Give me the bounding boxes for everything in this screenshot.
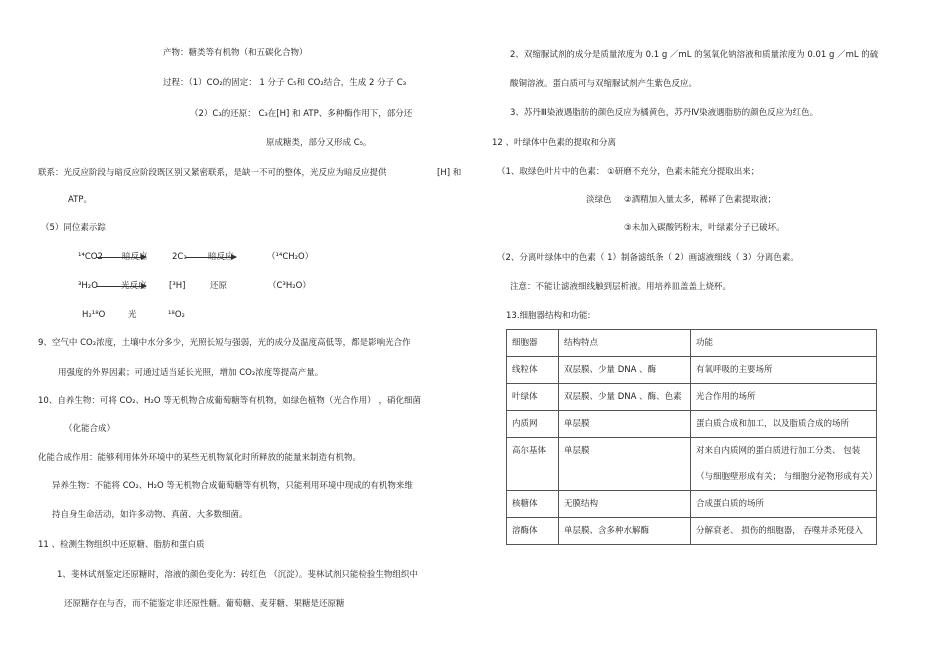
iso-label: ¹⁸O₂ [168, 310, 185, 320]
reaction-arrow [96, 286, 146, 287]
table-cell: 无膜结构 [559, 491, 691, 518]
reaction-arrow [186, 257, 236, 258]
table-cell: 对来自内质网的蛋白质进行加工分类、 包装（与细胞壁形成有关； 与细胞分泌物形成有关） [691, 438, 877, 491]
section-heading: （5）同位素示踪 [41, 223, 106, 233]
table-cell: 蛋白质合成和加工，以及脂质合成的场所 [691, 411, 877, 438]
text-line: 持自身生命活动，如许多动物、真菌、大多数细菌。 [52, 510, 248, 520]
table-cell: 合成蛋白质的场所 [691, 491, 877, 518]
iso-label: 光 [128, 310, 137, 320]
table-cell: 光合作用的场所 [691, 384, 877, 411]
text-line: 酸铜溶液。蛋白质可与双缩脲试剂产生紫色反应。 [510, 79, 698, 89]
text-line: 2、双缩脲试剂的成分是质量浓度为 0.1 g ／mL 的氢氧化钠溶液和质量浓度为 0.01 g ／mL 的硫 [510, 50, 879, 60]
text-line: 产物：糖类等有机物（和五碳化合物） [163, 48, 308, 58]
table-cell: 线粒体 [507, 357, 559, 384]
table-row [507, 491, 877, 518]
section-heading: 13.细胞器结构和功能: [506, 311, 591, 321]
table-header-cell: 细胞器 [507, 330, 559, 357]
text-line: ③未加入碳酸钙粉末，叶绿素分子已破坏。 [624, 223, 785, 233]
iso-label: ³H₂O [78, 281, 98, 291]
table-cell: 双层膜、少量 DNA 、酶、色素 [559, 384, 691, 411]
iso-label: H₂¹⁸O [82, 310, 106, 320]
iso-label: 还原 [210, 281, 228, 291]
text-line: （化能合成） [64, 424, 116, 434]
organelle-table [506, 329, 877, 545]
iso-label: 暗反应 [208, 252, 234, 262]
iso-label: （¹⁴CH₂O） [267, 252, 314, 262]
iso-label: ¹⁴CO2 [78, 252, 103, 262]
table-row [507, 384, 877, 411]
table-header-row [507, 330, 877, 357]
table-header-cell: 功能 [691, 330, 877, 357]
reaction-arrow [96, 257, 146, 258]
iso-label: 暗反应 [122, 252, 148, 262]
table-row [507, 438, 877, 491]
text-line: 原成糖类，部分又形成 C₅。 [266, 138, 372, 148]
table-cell: 单层膜 [559, 411, 691, 438]
text-line: 1、斐林试剂鉴定还原糖时，溶液的颜色变化为：砖红色 （沉淀）。斐林试剂只能检验生物组织中 [57, 570, 418, 580]
text-line: ATP。 [68, 195, 92, 205]
text-line: 异养生物：不能将 CO₂、H₂O 等无机物合成葡萄糖等有机物，只能利用环境中现成的有机物来维 [52, 481, 413, 491]
text-line: 淡绿色 [586, 195, 612, 205]
table-row [507, 518, 877, 545]
text-line: 还原糖存在与否，而不能鉴定非还原性糖。葡萄糖、麦芽糖、果糖是还原糖 [64, 599, 345, 609]
iso-label: 2C₃ [172, 252, 187, 262]
text-line: 联系：光反应阶段与暗反应阶段既区别又紧密联系，是缺一不可的整体，光反应为暗反应提供 [38, 168, 387, 178]
section-heading: 11 、检测生物组织中还原糖、脂肪和蛋白质 [38, 540, 205, 550]
table-cell: 单层膜 [559, 438, 691, 491]
table-cell: 双层膜、少量 DNA 、酶 [559, 357, 691, 384]
text-line: 3、苏丹Ⅲ染液遇脂肪的颜色反应为橘黄色，苏丹Ⅳ染液遇脂肪的颜色反应为红色。 [510, 108, 819, 118]
text-line: 9、空气中 CO₂浓度，土壤中水分多少，光照长短与强弱，光的成分及温度高低等，都是影响光合作 [38, 338, 411, 348]
table-cell: 内质网 [507, 411, 559, 438]
table-row [507, 411, 877, 438]
text-line: 化能合成作用：能够利用体外环境中的某些无机物氧化时所释放的能量来制造有机物。 [38, 453, 362, 463]
text-line: 注意：不能让滤液细线触到层析液。用培养皿盖盖上烧杯。 [510, 282, 732, 292]
table-cell: 单层膜、含多种水解酶 [559, 518, 691, 545]
table-cell: 叶绿体 [507, 384, 559, 411]
table-cell: 有氧呼吸的主要场所 [691, 357, 877, 384]
text-line: ②酒精加入量太多，稀释了色素提取液； [624, 195, 777, 205]
table-cell: 分解衰老、 损伤的细胞器， 吞噬并杀死侵入 [691, 518, 877, 545]
text-line: （1、取绿色叶片中的色素： ①研磨不充分，色素未能充分提取出来； [497, 167, 760, 177]
iso-label: 光反应 [121, 281, 147, 291]
iso-label: （C³H₂O） [268, 281, 311, 291]
table-cell: 高尔基体 [507, 438, 559, 491]
table-cell: 溶酶体 [507, 518, 559, 545]
text-line: （2、分离叶绿体中的色素（ 1）制备滤纸条（ 2）画滤液细线（ 3）分离色素。 [497, 253, 799, 263]
text-line: （2）C₃的还原： C₃在[H] 和 ATP、多种酶作用下，部分还 [190, 109, 413, 119]
text-line: [H] 和 [437, 168, 462, 178]
text-line: 用强度的外界因素；可通过适当延长光照，增加 CO₂浓度等提高产量。 [58, 368, 324, 378]
section-heading: 12 、叶绿体中色素的提取和分离 [492, 138, 617, 148]
table-header-cell: 结构特点 [559, 330, 691, 357]
iso-label: [³H] [169, 281, 186, 291]
table-cell: 核糖体 [507, 491, 559, 518]
text-line: 10、自养生物：可将 CO₂、H₂O 等无机物合成葡萄糖等有机物，如绿色植物（光合作用） ，硝化细菌 [38, 396, 421, 406]
text-line: 过程：（1）CO₂的固定： 1 分子 C₅和 CO₂结合，生成 2 分子 C₃ [163, 78, 407, 88]
table-row [507, 357, 877, 384]
